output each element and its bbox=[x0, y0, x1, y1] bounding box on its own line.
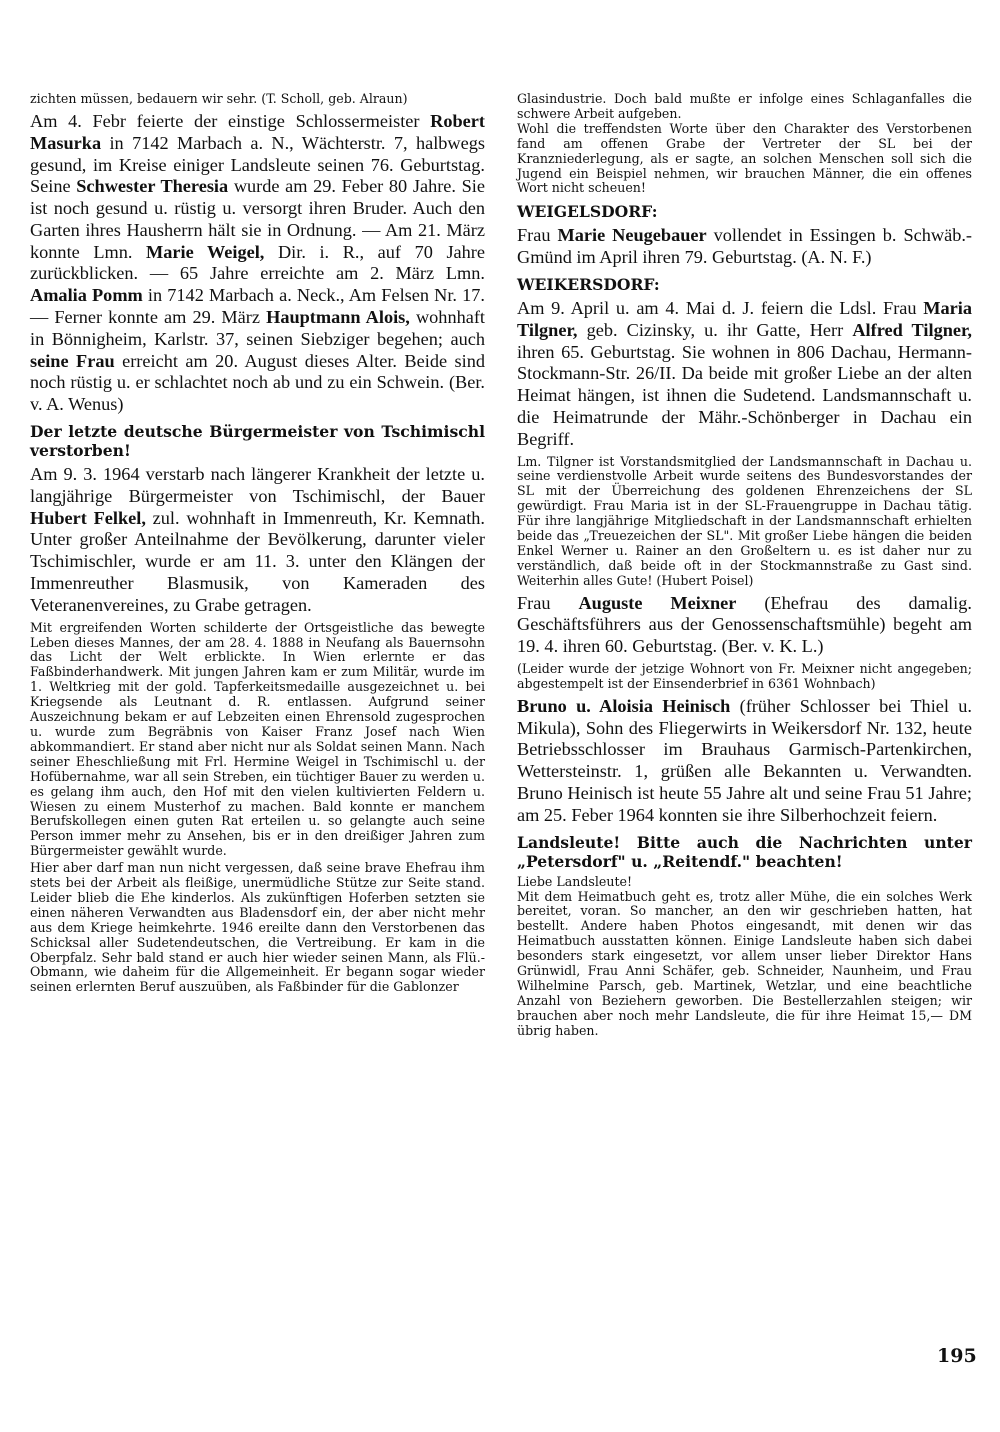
paragraph-wife: Hier aber darf man nun nicht vergessen, daß seine brave Ehefrau ihm stets bei der Arbeit als fleißige, unermüdliche Stütze zur Seite stand. Leider blieb die Ehe kinderlos. Als zukünftigen Hoferben setzten sie einen näheren Verwandten aus Bladensdorf ein, der aber nicht mehr aus dem Kriege heimkehrte. 1946 ereilte dann den Verstorbenen das Schicksal aller Sudetendeutschen, die Vertreibung. Er kam in die Oberpfalz. Sehr bald stand er auch hier wieder seinen Mann, als Flü.-Obmann, wie daheim für die Allgemeinheit. Er begann sogar wieder seinen erlernten Beruf auszuüben, als Faßbinder für die Gablonzer bbox=[30, 860, 485, 995]
paragraph-meixner-note: (Leider wurde der jetzige Wohnort von Fr. Meixner nicht angegeben; abgestempelt ist der Einsenderbrief in 6361 Wohnbach) bbox=[517, 661, 972, 691]
right-column bbox=[517, 92, 972, 1039]
paragraph-felkel: Am 9. 3. 1964 verstarb nach längerer Krankheit der letzte u. langjährige Bürgermeister von Tschimischl, der Bauer Hubert Felkel, zul. wohnhaft in Immenreuth, Kr. Kemnath. Unter großer Anteilnahme der Bevölkerung, darunter vieler Tschimischler, wurde er am 11. 3. unter den Klängen der Immenreuther Blasmusik, von Kameraden des Veteranenvereines, zu Grabe getragen. bbox=[30, 464, 485, 615]
paragraph-heimatbuch: Mit dem Heimatbuch geht es, trotz aller Mühe, die ein solches Werk bereitet, voran. So mancher, an den wir geschrieben hatten, hat bestellt. Andere haben Photos eingesandt, mit denen wir das Heimatbuch ausstatten können. Einige Landsleute haben sich dabei besonders stark eingesetzt, vor allem unser lieber Direktor Hans Grünwidl, Frau Anni Schäfer, geb. Schneider, Naunheim, und Frau Wilhelmine Parsch, geb. Martinek, Wetzlar, und eine beachtliche Anzahl von Beziehern geworben. Die Bestellerzahlen steigen; wir brauchen aber noch mehr Landsleute, die für ihre Heimat 15,— DM übrig haben. bbox=[517, 888, 972, 1038]
paragraph-biography: Mit ergreifenden Worten schilderte der Ortsgeistliche das bewegte Leben dieses Mannes, der am 28. 4. 1888 in Neufang als Bauernsohn das Licht der Welt erblickte. In Wien erlernte er das Faßbinderhandwerk. Mit jungen Jahren kam er zum Militär, wurde im 1. Weltkrieg mit der gold. Tapferkeitsmedaille ausgezeichnet u. bei Kriegsende als Leutnant d. R. entlassen. Aufgrund seiner Auszeichnung bekam er auf Lebzeiten einen Ehrensold zugesprochen u. wurde zum Begräbnis von Kaiser Franz Josef nach Wien abkommandiert. Er stand aber nicht nur als Soldat seinen Mann. Nach seiner Eheschließung mit Frl. Hermine Weigel in Tschimischl u. der Hofübernahme, war all sein Streben, ein tüchtiger Bauer zu werden u. es gelang ihm auch, den Hof mit den vielen kultivierten Feldern u. Wiesen zu einem Musterhof zu machen. Bald konnte er manchem Berufskollegen einen guten Rat erteilen u. so gelangte auch seine Person immer mehr zu Ansehen, bis er in den dreißiger Jahren zum Bürgermeister gewählt wurde. bbox=[30, 619, 485, 859]
paragraph-tilgner: Am 9. April u. am 4. Mai d. J. feiern die Ldsl. Frau Maria Tilgner, geb. Cizinsky, u. ihr Gatte, Herr Alfred Tilgner, ihren 65. Geburtstag. Sie wohnen in 806 Dachau, Hermann-Stockmann-Str. 26/II. Da beide mit großer Liebe an der alten Heimat hängen, ist ihnen die Sudetend. Landsmannschaft u. die Heimatrunde der Mähr.-Schönberger in Dachau ein Begriff. bbox=[517, 297, 973, 449]
section-heading-weikersdorf: WEIKERSDORF: bbox=[517, 274, 660, 294]
paragraph-continuation: zichten müssen, bedauern wir sehr. (T. Scholl, geb. Alraun) bbox=[30, 91, 408, 106]
paragraph-tilgner-detail: Lm. Tilgner ist Vorstandsmitglied der Landsmannschaft in Dachau u. seine verdienstvolle Arbeit wurde seitens des Bundesvorstandes der SL mit der Überreichung des goldenen Ehrenzeichens der SL gewürdigt. Frau Maria ist in der SL-Frauengruppe in Dachau tätig. Für ihre langjährige Mitgliedschaft in der Landsmannschaft erhielten beide das „Treuezeichen der SL". Mit großer Liebe hängen die beiden Enkel Werner u. Rainer an den Großeltern u. es ist daher nur zu verständlich, daß beide oft in der Stockmannstraße zu Gast sind. Weiterhin alles Gute! (Hubert Poisel) bbox=[517, 453, 972, 588]
paragraph-continuation-right: Glasindustrie. Doch bald mußte er infolge eines Schlaganfalles die schwere Arbeit aufgeben. bbox=[517, 91, 972, 121]
paragraph-heinisch: Bruno u. Aloisia Heinisch (früher Schlosser bei Thiel u. Mikula), Sohn des Fliegerwirts in Weikersdorf Nr. 132, heute Betriebsschlosser im Brauhaus Garmisch-Partenkirchen, Wettersteinstr. 1, grüßen alle Bekannten u. Verwandten. Bruno Heinisch ist heute 55 Jahre alt und seine Frau 51 Jahre; am 25. Feber 1964 konnten sie ihre Silberhochzeit feiern. bbox=[517, 695, 972, 825]
paragraph-eulogy: Wohl die treffendsten Worte über den Charakter des Verstorbenen fand am offenen Grabe der Vertreter der SL bei der Kranzniederlegung, als er sagte, an solchen Menschen soll sich die Jugend ein Beispiel nehmen, wir brauchen Männer, die ein offenes Wort nicht scheuen! bbox=[517, 120, 972, 196]
paragraph-masurka: Am 4. Febr feierte der einstige Schlossermeister Robert Masurka in 7142 Marbach a. N., Wächterstr. 7, halbwegs gesund, im Kreise einiger Landsleute seinen 76. Geburtstag. Seine Schwester Theresia wurde am 29. Feber 80 Jahre. Sie ist noch gesund u. rüstig u. versorgt ihren Bruder. Auch den Garten ihres Hausherrn hält sie in Ordnung. — Am 21. März konnte Lmn. Marie Weigel, Dir. i. R., auf 70 Jahre zurückblicken. — 65 Jahre erreichte am 2. März Lmn. Amalia Pomm in 7142 Marbach a. Neck., Am Felsen Nr. 17. — Ferner konnte am 29. März Hauptmann Alois, wohnhaft in Bönnigheim, Karlstr. 37, seinen Siebziger begehen; auch seine Frau erreicht am 20. August dieses Alter. Beide sind noch rüstig u. er schlachtet noch ab und zu ein Schwein. (Ber. v. A. Wenus) bbox=[30, 110, 486, 415]
paragraph-neugebauer: Frau Marie Neugebauer vollendet in Essingen b. Schwäb.-Gmünd im April ihren 79. Geburtstag. (A. N. F.) bbox=[517, 225, 972, 268]
section-heading-appeal: Landsleute! Bitte auch die Nachrichten unter „Petersdorf" u. „Reitendf." beachten! bbox=[517, 832, 972, 871]
salutation: Liebe Landsleute! bbox=[517, 873, 633, 889]
left-column bbox=[30, 92, 485, 995]
article-heading: Der letzte deutsche Bürgermeister von Tschimischl verstorben! bbox=[30, 422, 485, 461]
paragraph-meixner: Frau Auguste Meixner (Ehefrau des damalig. Geschäftsführers aus der Genossenschaftsmühle) begeht am 19. 4. ihren 60. Geburtstag. (Ber. v. K. L.) bbox=[517, 592, 972, 657]
section-heading-weigelsdorf: WEIGELSDORF: bbox=[517, 202, 658, 222]
page-number: 195 bbox=[937, 1345, 977, 1367]
